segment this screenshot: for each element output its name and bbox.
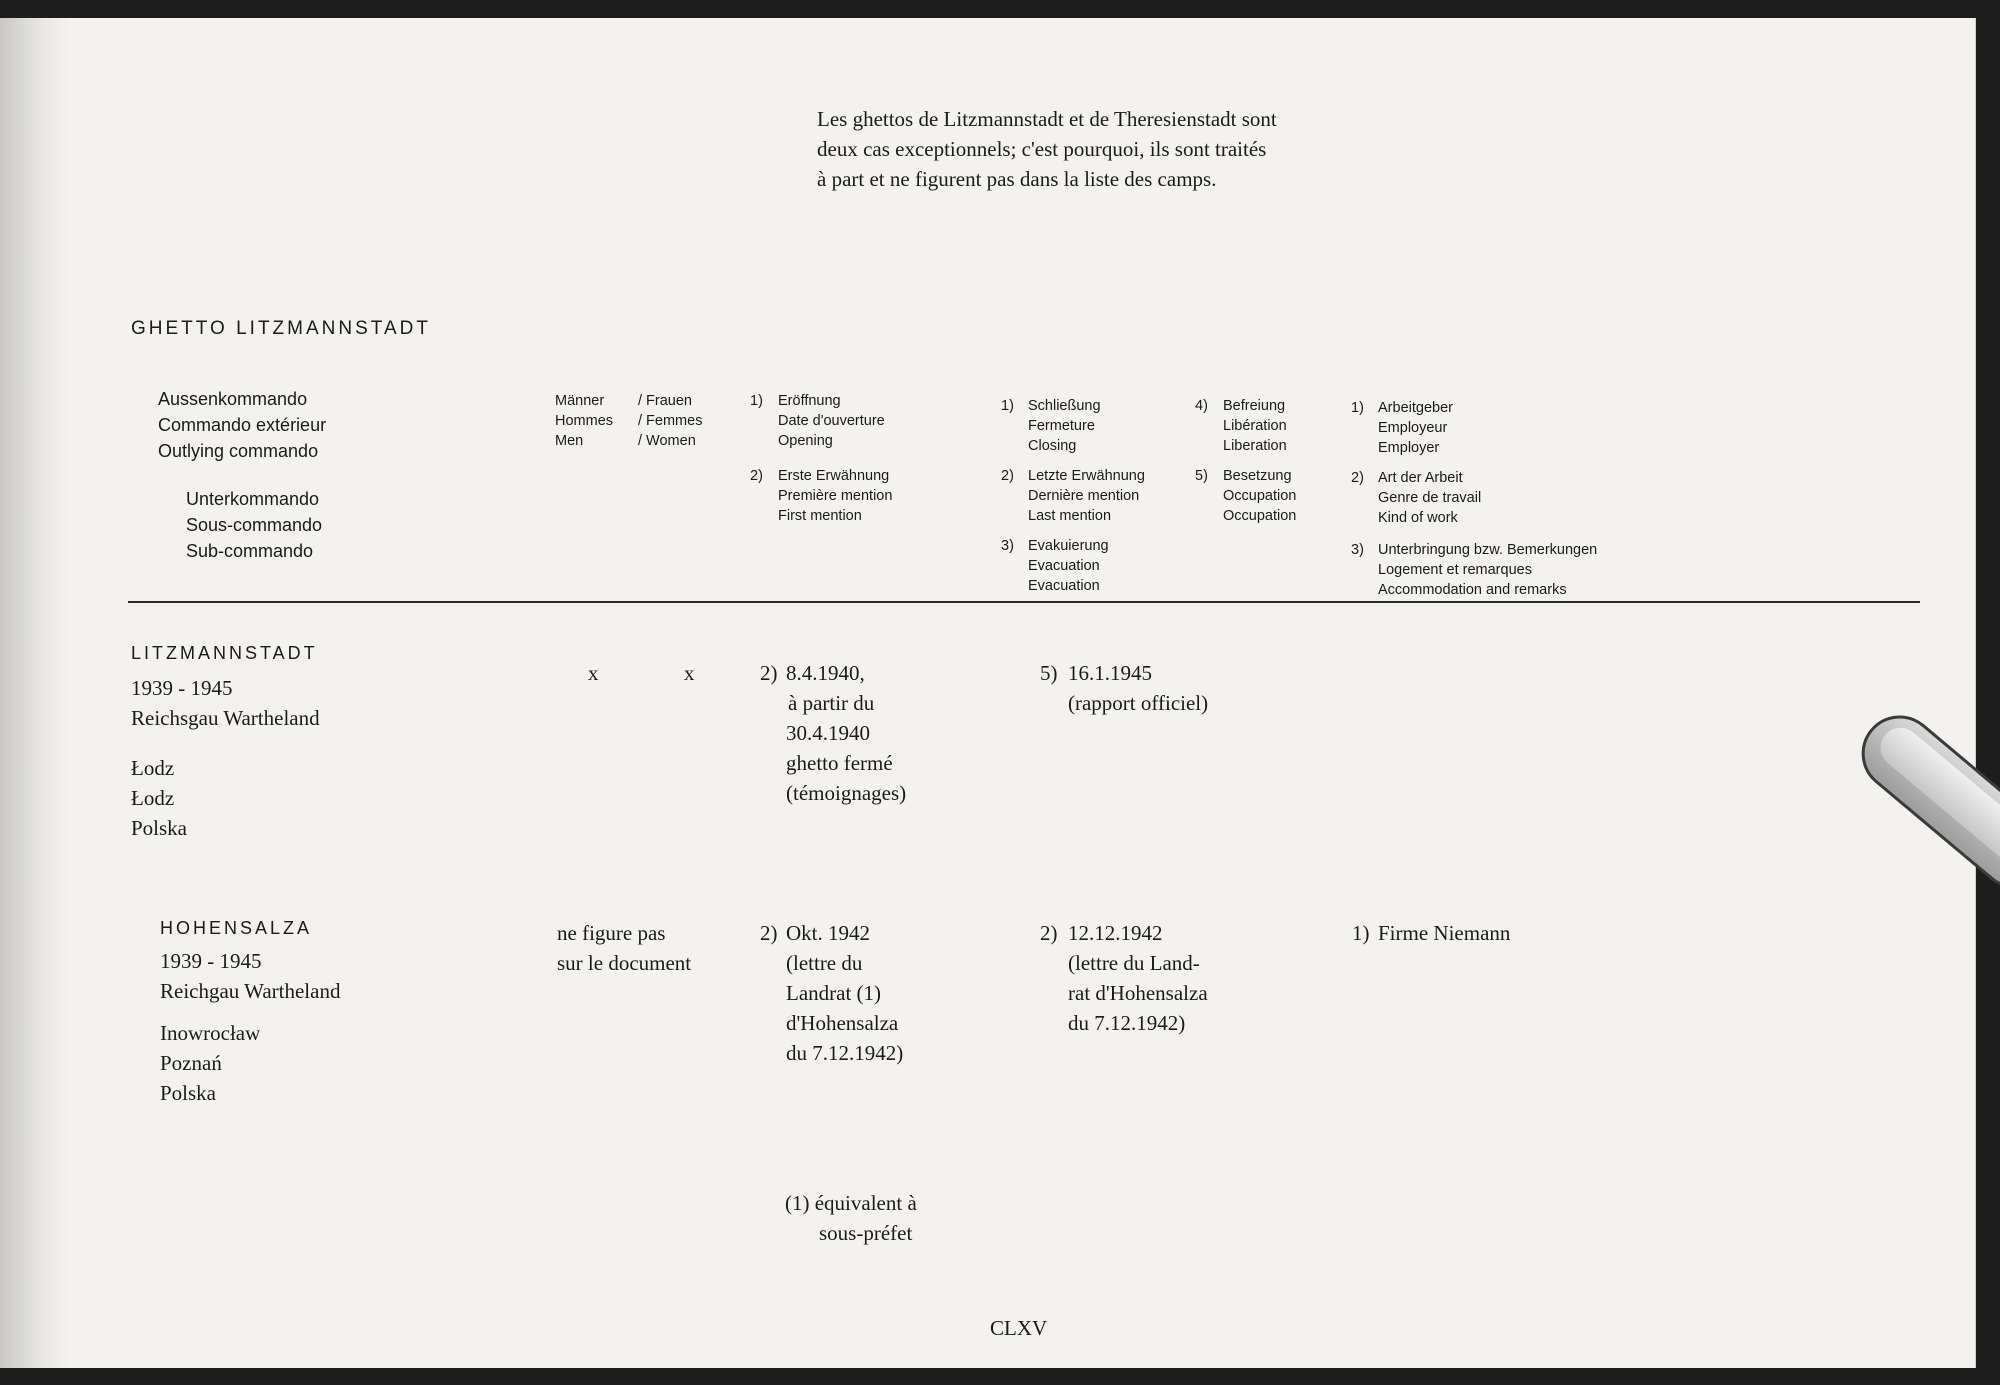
entry-place: Łodz bbox=[131, 756, 175, 780]
legend-remarks-en: Accommodation and remarks bbox=[1378, 582, 1567, 598]
entry-opening-line: ghetto fermé bbox=[786, 751, 893, 775]
legend-gender-de: / Frauen bbox=[638, 393, 692, 409]
legend-employer-number: 1) bbox=[1351, 400, 1364, 416]
entry-opening bbox=[786, 918, 903, 1068]
entry-men: x bbox=[588, 661, 599, 685]
legend-last-mention-en: Last mention bbox=[1028, 508, 1112, 524]
legend-first-mention-en: First mention bbox=[778, 508, 862, 524]
legend-gender-fr: / Femmes bbox=[638, 413, 703, 429]
legend-kommando-en: Outlying commando bbox=[158, 441, 319, 461]
entry-opening-line: du 7.12.1942) bbox=[786, 1041, 904, 1065]
entry-gender-note bbox=[557, 918, 691, 978]
legend-liberation-number: 4) bbox=[1195, 398, 1208, 414]
entry-place: Poznań bbox=[160, 1051, 222, 1075]
entry-places bbox=[131, 753, 187, 843]
legend-gender-de: Männer bbox=[555, 393, 605, 409]
legend-gender-en: / Women bbox=[638, 433, 696, 449]
legend-liberation-en: Liberation bbox=[1223, 438, 1287, 454]
legend-opening-de: Eröffnung bbox=[778, 393, 841, 409]
legend-opening bbox=[778, 391, 885, 451]
entry-closing bbox=[1068, 658, 1208, 718]
entry-opening-line: Okt. 1942 bbox=[786, 921, 870, 945]
entry-opening-line: à partir du bbox=[788, 691, 875, 715]
legend-closing-en: Closing bbox=[1028, 438, 1077, 454]
entry-closing-number: 2) bbox=[1040, 921, 1058, 945]
entry-name: LITZMANNSTADT bbox=[131, 643, 318, 663]
entry-opening-line: 30.4.1940 bbox=[786, 721, 870, 745]
entry-place: Łodz bbox=[131, 786, 175, 810]
legend-work-en: Kind of work bbox=[1378, 510, 1458, 526]
entry-opening-line: Landrat (1) bbox=[786, 981, 882, 1005]
legend-employer-en: Employer bbox=[1378, 440, 1440, 456]
legend-gender-en: Men bbox=[555, 433, 584, 449]
entry-women: x bbox=[684, 661, 695, 685]
entry-closing-line: rat d'Hohensalza bbox=[1068, 981, 1208, 1005]
legend-gender-women bbox=[638, 391, 702, 451]
entry-region: Reichgau Wartheland bbox=[160, 979, 341, 1003]
entry-opening bbox=[786, 658, 906, 808]
page-number: CLXV bbox=[990, 1316, 1048, 1340]
legend-kommando-de: Aussenkommando bbox=[158, 389, 308, 409]
legend-occupation bbox=[1223, 466, 1296, 526]
legend-occupation-number: 5) bbox=[1195, 468, 1208, 484]
intro-paragraph bbox=[817, 104, 1277, 194]
legend-opening-en: Opening bbox=[778, 433, 833, 449]
entry-closing bbox=[1068, 918, 1208, 1038]
entry-opening-number: 2) bbox=[760, 661, 778, 685]
entry-employer: Firme Niemann bbox=[1378, 921, 1511, 945]
legend-evacuation-en: Evacuation bbox=[1028, 578, 1100, 594]
intro-line: Les ghettos de Litzmannstadt et de Theresienstadt sont bbox=[817, 107, 1277, 131]
legend-unterkommando-de: Unterkommando bbox=[186, 489, 320, 509]
entry-gender-note-line: ne figure pas bbox=[557, 921, 666, 945]
entry-closing-line: 16.1.1945 bbox=[1068, 661, 1152, 685]
legend-evacuation-number: 3) bbox=[1001, 538, 1014, 554]
legend-evacuation bbox=[1028, 536, 1109, 596]
entry-closing-line: du 7.12.1942) bbox=[1068, 1011, 1186, 1035]
legend-employer-de: Arbeitgeber bbox=[1378, 400, 1453, 416]
entry-opening-line: (témoignages) bbox=[786, 781, 907, 805]
legend-first-mention-fr: Première mention bbox=[778, 488, 893, 504]
entry-years: 1939 - 1945 bbox=[160, 949, 262, 973]
legend-closing bbox=[1028, 396, 1101, 456]
entry-closing-number: 5) bbox=[1040, 661, 1058, 685]
legend-closing-de: Schließung bbox=[1028, 398, 1101, 414]
legend-employer bbox=[1378, 398, 1453, 458]
intro-line: à part et ne figurent pas dans la liste des camps. bbox=[817, 167, 1217, 191]
legend-last-mention bbox=[1028, 466, 1145, 526]
legend-work-fr: Genre de travail bbox=[1378, 490, 1482, 506]
legend-last-mention-number: 2) bbox=[1001, 468, 1014, 484]
legend-last-mention-de: Letzte Erwähnung bbox=[1028, 468, 1145, 484]
legend-remarks-number: 3) bbox=[1351, 542, 1364, 558]
entry-closing-line: (rapport officiel) bbox=[1068, 691, 1209, 715]
legend-evacuation-fr: Evacuation bbox=[1028, 558, 1100, 574]
document-page bbox=[0, 18, 1976, 1368]
entry-employer-number: 1) bbox=[1352, 921, 1370, 945]
legend-remarks bbox=[1378, 540, 1597, 600]
entry-region: Reichsgau Wartheland bbox=[131, 706, 320, 730]
legend-last-mention-fr: Dernière mention bbox=[1028, 488, 1140, 504]
legend-liberation bbox=[1223, 396, 1287, 456]
legend-remarks-fr: Logement et remarques bbox=[1378, 562, 1532, 578]
legend-occupation-fr: Occupation bbox=[1223, 488, 1297, 504]
legend-work bbox=[1378, 468, 1481, 528]
legend-occupation-de: Besetzung bbox=[1223, 468, 1292, 484]
footnote-line: (1) équivalent à bbox=[785, 1191, 917, 1215]
entry-closing-line: 12.12.1942 bbox=[1068, 921, 1163, 945]
entry-gender-note-line: sur le document bbox=[557, 951, 692, 975]
entry-place: Polska bbox=[131, 816, 188, 840]
legend-unterkommando-fr: Sous-commando bbox=[186, 515, 323, 535]
legend-unterkommando-en: Sub-commando bbox=[186, 541, 314, 561]
legend-remarks-de: Unterbringung bzw. Bemerkungen bbox=[1378, 542, 1598, 558]
page-gutter-shadow bbox=[0, 18, 70, 1368]
legend-closing-fr: Fermeture bbox=[1028, 418, 1095, 434]
entry-places bbox=[160, 1018, 260, 1108]
entry-closing-line: (lettre du Land- bbox=[1068, 951, 1200, 975]
legend-closing-number: 1) bbox=[1001, 398, 1014, 414]
footnote bbox=[785, 1188, 917, 1248]
entry-opening-line: (lettre du bbox=[786, 951, 863, 975]
legend-opening-fr: Date d'ouverture bbox=[778, 413, 885, 429]
entry-place: Polska bbox=[160, 1081, 217, 1105]
entry-name: HOHENSALZA bbox=[160, 918, 313, 938]
table-header-rule bbox=[128, 601, 1920, 603]
legend-liberation-de: Befreiung bbox=[1223, 398, 1286, 414]
intro-line: deux cas exceptionnels; c'est pourquoi, ils sont traités bbox=[817, 137, 1267, 161]
entry-opening-line: 8.4.1940, bbox=[786, 661, 865, 685]
legend-employer-fr: Employeur bbox=[1378, 420, 1448, 436]
footnote-line: sous-préfet bbox=[819, 1221, 913, 1245]
entry-place: Inowrocław bbox=[160, 1021, 261, 1045]
legend-first-mention-de: Erste Erwähnung bbox=[778, 468, 890, 484]
legend-first-mention-number: 2) bbox=[750, 468, 763, 484]
entry-years: 1939 - 1945 bbox=[131, 676, 233, 700]
legend-kommando bbox=[158, 386, 326, 464]
entry-opening-line: d'Hohensalza bbox=[786, 1011, 899, 1035]
entry-opening-number: 2) bbox=[760, 921, 778, 945]
legend-evacuation-de: Evakuierung bbox=[1028, 538, 1109, 554]
legend-work-de: Art der Arbeit bbox=[1378, 470, 1463, 486]
legend-work-number: 2) bbox=[1351, 470, 1364, 486]
section-heading: GHETTO LITZMANNSTADT bbox=[131, 318, 431, 339]
legend-gender-men bbox=[555, 391, 613, 451]
legend-liberation-fr: Libération bbox=[1223, 418, 1287, 434]
legend-gender-fr: Hommes bbox=[555, 413, 614, 429]
legend-occupation-en: Occupation bbox=[1223, 508, 1297, 524]
legend-first-mention bbox=[778, 466, 892, 526]
legend-opening-number: 1) bbox=[750, 393, 763, 409]
legend-unterkommando bbox=[186, 486, 322, 564]
legend-kommando-fr: Commando extérieur bbox=[158, 415, 327, 435]
